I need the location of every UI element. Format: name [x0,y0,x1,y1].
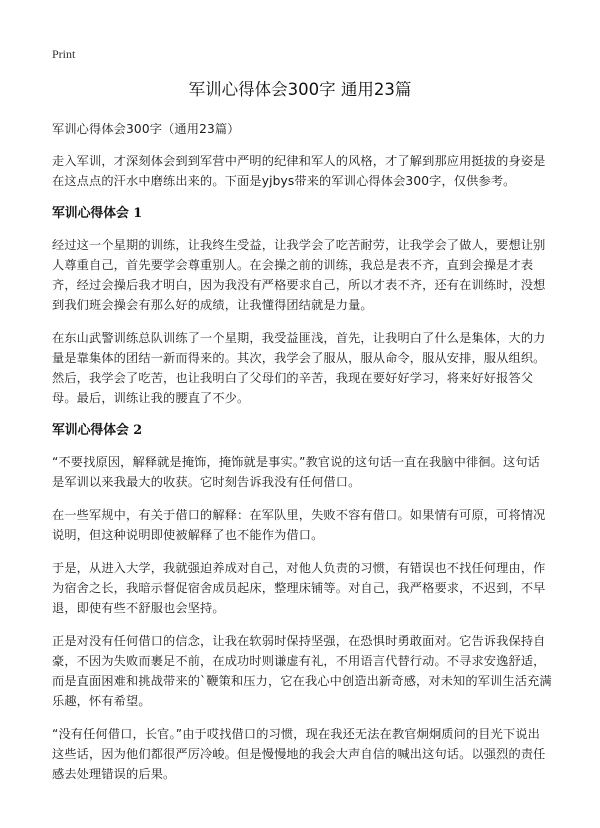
section-1-paragraph-1: 经过这一个星期的训练，让我终生受益，让我学会了吃苦耐劳，让我学会了做人，要想让别人尊重自己，首先要学会尊重别人。在会操之前的训练，我总是表不齐，直到会操是才表齐，经过会操后我才明白，因为我没有严格要求自己，所以才表不齐，还有在训练时，没想到我们班会操会有那么好的成绩，让我懂得团结就是力量。 [52,238,546,312]
section-2-paragraph-5: “没有任何借口，长官。”由于哎找借口的习惯，现在我还无法在教官炯炯质问的目光下说出这些话，因为他们都很严厉冷峻。但是慢慢地的我会大声自信的喊出这句话。以强烈的责任感去处理错误的后果。 [52,727,546,781]
section-heading-1: 军训心得体会 1 [52,206,143,221]
document-subtitle: 军训心得体会300字（通用23篇） [52,122,240,136]
document-body [52,119,552,797]
section-1-paragraph-2: 在东山武警训练总队训练了一个星期，我受益匪浅，首先，让我明白了什么是集体，大的力量是靠集体的团结一新而得来的。其次，我学会了服从，服从命令，服从安排，服从组织。然后，我学会了吃苦，也让我明白了父母们的辛苦，我现在要好好学习，将来好好报答父母。最后，训练让我的腰直了不少。 [52,331,546,405]
document-title: 军训心得体会300字 通用23篇 [188,80,412,99]
section-2-paragraph-4: 正是对没有任何借口的信念，让我在软弱时保持坚强，在恐惧时勇敢面对。它告诉我保持自豪，不因为失败而裹足不前，在成功时则谦虚有礼，不用语言代替行动。不寻求安逸舒适，而是直面困难和挑战带来的`鞭策和压力，它在我心中创造出新奇感，对未知的军训生活充满乐趣，怀有希望。 [52,634,552,708]
section-heading-2: 军训心得体会 2 [52,423,143,438]
intro-paragraph: 走入军训，才深刻体会到到军营中严明的纪律和军人的风格，才了解到那应用挺拔的身姿是在这点点的汗水中磨练出来的。下面是yjbys带来的军训心得体会300字，仅供参考。 [52,154,546,188]
section-2-paragraph-2: 在一些军规中，有关于借口的解释：在军队里，失败不容有借口。如果情有可原，可将情况说明，但这种说明即使被解释了也不能作为借口。 [52,508,546,542]
section-2-paragraph-3: 于是，从进入大学，我就强迫养成对自己，对他人负责的习惯，有错误也不找任何理由，作为宿舍之长，我暗示督促宿舍成员起床，整理床铺等。对自己，我严格要求，不迟到，不早退，即使有些不舒服也会坚持。 [52,561,546,615]
section-2-paragraph-1: “不要找原因，解释就是掩饰，掩饰就是事实。”教官说的这句话一直在我脑中徘徊。这句话是军训以来我最大的收获。它时刻告诉我没有任何借口。 [52,455,540,489]
print-label: Print [52,47,76,61]
